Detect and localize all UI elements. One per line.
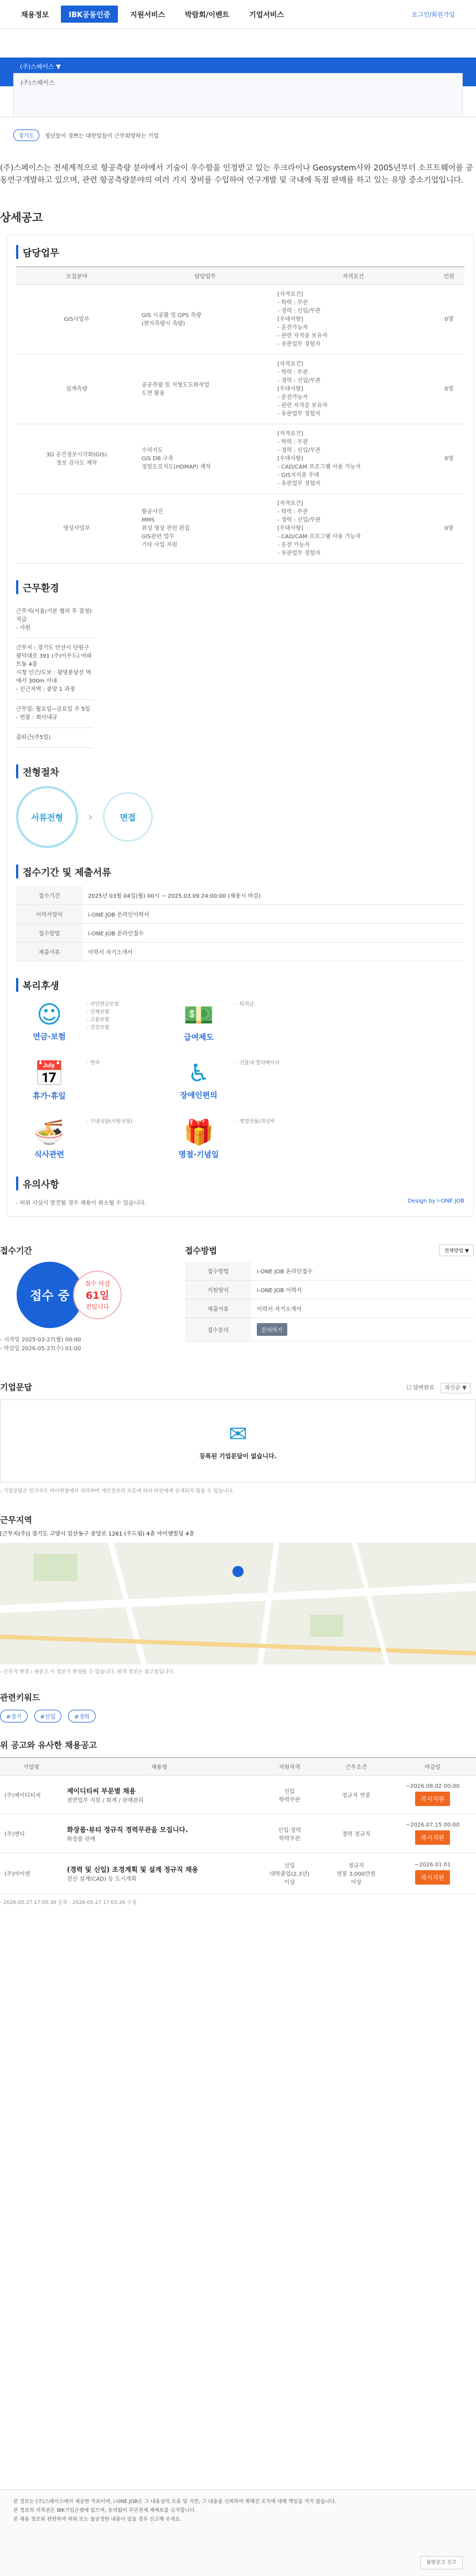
login-link[interactable]: 로그인/회원가입 [411, 11, 455, 18]
table-cell: 항공사진 MMS 위성 영상 관련 편집 GIS관련 업무 기타 사업 지원 [137, 494, 273, 564]
apply-now-button[interactable]: 즉시지원 [415, 1830, 450, 1845]
method-table [185, 1262, 474, 1341]
qualification: 신입 대학졸업(2,3년) 이상 [256, 1853, 323, 1894]
benefit-list-item: · 연차 [87, 1060, 100, 1066]
table-cell: [자격요건] - 학력 : 무관 - 경력 : 신입/무관 [우대사항] - CAD/CAM 프로그램 사용 가능자 - GIS지식층 우대 - 유관업무 경험자 [273, 424, 433, 494]
benefit-item [16, 1001, 165, 1043]
company-name: (주)스페이스 [20, 79, 55, 86]
row-key: 접수방법 [185, 1262, 251, 1281]
benefit-list-item: · 국민연금보험 [87, 1002, 119, 1007]
benefit-item [315, 1118, 464, 1160]
table-header: 담당업무 [137, 267, 273, 285]
benefit-list-item: · 구내식당(사원식당) [87, 1119, 133, 1125]
location-addr: [근무지(주)] 경기도 고양시 일산동구 중앙로 1261 (우드림) 4층 아이엠빌딩 4층 [0, 1531, 195, 1537]
table-row [16, 424, 464, 494]
location-note: - 근무지 변경 / 재공고 시 정보가 변경될 수 있습니다. 위치 정보는 참고용입니다. [0, 1669, 175, 1675]
table-row [185, 1318, 474, 1341]
table-cell: 영상사업부 [16, 494, 137, 564]
benefit-name: 장애인편의 [180, 1091, 218, 1100]
table-cell: [자격요건] - 학력 : 무관 - 경력 : 신입/무관 [우대사항] - 운전가능자 - 관련 자격증 보유자 - 유관업무 경험자 [273, 355, 433, 424]
job-title-link[interactable]: 화장품·뷰티 정규직 경력무관을 모집니다. [66, 1825, 188, 1834]
nav-company[interactable]: 기업서비스 [249, 11, 284, 19]
update-info: - 2026-05-27 17:05:36 등록 - 2026-05-27 17:05:26 수정 [0, 1900, 137, 1906]
table-cell: 0명 [433, 285, 464, 355]
table-cell: [자격요건] - 학력 : 무관 - 경력 : 신입/무관 [우대사항] - 운전가능자 - 관련 자격증 보유자 - 유관업무 경험자 [273, 285, 433, 355]
condition: 정규직 연봉 3,000만원 이상 [323, 1853, 389, 1894]
env-item: 근무일: 월요일~금요일 주 5일 - 연봉 : 회사내규 [16, 700, 94, 728]
step-document: 서류전형 [16, 786, 78, 848]
nav-support[interactable]: 지원서비스 [130, 11, 165, 19]
table-header: 자격요건 [273, 267, 433, 285]
benefit-icon-wrap [16, 1118, 82, 1160]
process-title: 전형절차 [16, 764, 464, 778]
footer-line: 본 채용 정보와 관련하여 허위 또는 불공정한 내용이 있을 경우 신고해 주세요. [13, 2517, 182, 2522]
due-cell [389, 1814, 476, 1853]
row-value: 2025년 03월 04일(월) 00시 ~ 2025.03.09 24:00:00 (채용시 마감) [82, 886, 464, 905]
row-value: i-ONE JOB 이력서 [251, 1281, 474, 1299]
envelope-icon: ✉ [229, 1422, 247, 1447]
qualification: 신입 학력무관 [256, 1776, 323, 1814]
status-text: 접수 중 [30, 1289, 70, 1303]
apply-section [0, 1245, 476, 1354]
row-key: 접수기간 [16, 886, 82, 905]
duty-table [16, 267, 464, 564]
apply-now-button[interactable]: 즉시지원 [415, 1792, 450, 1806]
benefit-name: 연금·보험 [33, 1033, 66, 1042]
table-row [0, 1853, 476, 1894]
benefit-list [236, 1001, 254, 1043]
company-panel [13, 73, 463, 117]
table-row [0, 1776, 476, 1814]
badge-row [0, 117, 476, 141]
answered-label: 답변완료 [413, 1385, 434, 1391]
related-title: 위 공고와 유사한 채용공고 [0, 1740, 97, 1750]
qa-section [0, 1381, 476, 1494]
step-interview: 면접 [103, 792, 153, 842]
table-cell: 공공측량 및 지형도도화작업 도면 활용 [137, 355, 273, 424]
qa-empty-box [0, 1399, 476, 1482]
dday-label: 접수 마감 [84, 1280, 110, 1287]
table-cell: [자격요건] - 학력 : 무관 - 경력 : 신입/무관 [우대사항] - CAD/CAM 프로그램 사용 가능자 - 운전 가능자 - 유관업무 경험자 [273, 494, 433, 564]
row-value: i-ONE JOB 온라인접수 [251, 1262, 474, 1281]
due-date: ~2026.01.01 [414, 1862, 451, 1868]
table-row [185, 1281, 474, 1299]
location-title: 근무지역 [0, 1515, 32, 1525]
benefit-list [236, 1059, 280, 1101]
meal-icon: 🍜 [34, 1118, 65, 1147]
answered-checkbox[interactable]: ☐ [406, 1385, 413, 1391]
arrow-right-icon: › [88, 810, 93, 824]
nav-ibk[interactable]: IBK공동인증 [61, 6, 118, 23]
due-date: ~2026.08.02 00:00 [405, 1783, 460, 1789]
row-value [251, 1318, 474, 1341]
benefit-item [165, 1059, 315, 1101]
end-date: - 마감일 2026-05-27(수) 01:00 [0, 1346, 81, 1352]
due-cell [389, 1853, 476, 1894]
detail-card [7, 235, 474, 1217]
detail-title: 상세공고 [0, 211, 43, 224]
row-key: 이력서양식 [16, 905, 82, 924]
method-select[interactable]: 전체방법 ▼ [439, 1245, 474, 1256]
table-row [16, 355, 464, 424]
nav-fair[interactable]: 박람회/이벤트 [185, 11, 230, 19]
user-heart-icon: ☺ [37, 1001, 62, 1029]
benefit-title: 복리후생 [16, 978, 464, 992]
env-item: 근무지(서울/기본 협의 후 결정) 직급 - 사원 [16, 602, 94, 638]
table-cell: 0명 [433, 424, 464, 494]
process-steps [16, 786, 464, 848]
row-value: 이력서 자기소개서 [82, 943, 464, 961]
benefit-list-item: · 건강보험 [87, 1025, 110, 1031]
start-date: - 시작일 2025-03-27(월) 00:00 [0, 1337, 81, 1343]
duty-title: 담당업무 [16, 245, 464, 259]
row-value: i-ONE JOB 온라인접수 [82, 924, 464, 943]
table-cell: 0명 [433, 355, 464, 424]
row-key: 접수문의 [185, 1318, 251, 1341]
table-header: 채용명 [63, 1758, 256, 1776]
company-header [0, 29, 476, 117]
table-row [16, 943, 464, 961]
benefit-item [16, 1059, 165, 1101]
keyword-title: 관련키워드 [0, 1693, 40, 1703]
receipt-title: 접수기간 및 제출서류 [16, 865, 464, 878]
benefit-list-item: · 퇴직금 [236, 1002, 254, 1007]
footer-line: 본 정보는 (주)스페이스에서 제공한 자료이며, i-ONE JOB은 그 내용상의 오류 및 지연, 그 내용을 신뢰하여 취해진 조치에 대해 책임을 지지 않습니다. [13, 2499, 337, 2505]
dday-circle [73, 1271, 122, 1319]
top-nav [0, 0, 476, 29]
benefit-name: 휴가·휴일 [33, 1092, 66, 1101]
dday-sub: 전입니다 [85, 1303, 110, 1310]
company-sub: (주)스페이스 ▼ [20, 63, 61, 70]
table-header: 근무조건 [323, 1758, 389, 1776]
row-key: 제출서류 [185, 1299, 251, 1318]
apply-method [185, 1245, 474, 1354]
map[interactable] [0, 1543, 476, 1664]
table-row [16, 905, 464, 924]
job-title-cell [63, 1853, 256, 1894]
table-cell: 수치지도 GIS DB 구축 정밀도로지도(HDMAP) 제작 [137, 424, 273, 494]
benefit-list-item: · 산재보험 [87, 1009, 110, 1015]
benefit-item [165, 1118, 315, 1160]
benefit-list-item: · 고용보험 [87, 1017, 110, 1023]
related-table [0, 1757, 476, 1894]
job-title-link[interactable]: 제이디티씨 부문별 채용 [66, 1787, 136, 1795]
company-name: (주)엔디 [0, 1814, 63, 1853]
benefit-icon-wrap [165, 1059, 232, 1101]
table-cell: 3D 공간정보시각화(GIS) 정보 검사도 제작 [16, 424, 137, 494]
table-row [0, 1814, 476, 1853]
table-row [185, 1299, 474, 1318]
benefit-name: 명절·기념일 [178, 1151, 219, 1159]
due-cell [389, 1776, 476, 1814]
qa-note: - 기업문답은 인크루트 아이원잡에서 처리하며 개인정보의 보호에 따라 타인에게 공개되지 않을 수 있습니다. [0, 1489, 234, 1494]
row-key: 제출서류 [16, 943, 82, 961]
benefit-list [87, 1118, 132, 1160]
keyword-tag[interactable]: #신입 [34, 1710, 62, 1722]
apply-period [0, 1245, 172, 1354]
benefit-item [16, 1118, 165, 1160]
condition: 경력 정규직 [323, 1814, 389, 1853]
method-title: 접수방법 [185, 1246, 217, 1256]
benefit-icon-wrap [16, 1001, 82, 1043]
location-section [0, 1514, 476, 1675]
benefit-list-item: · 명절선물/귀성비 [236, 1119, 275, 1125]
table-header: 인원 [433, 267, 464, 285]
map-svg [0, 1543, 476, 1664]
benefit-name: 식사관련 [34, 1151, 65, 1159]
job-sub: 화장품 판매 [66, 1836, 96, 1843]
job-title-cell [63, 1776, 256, 1814]
nav-jobs[interactable]: 채용정보 [21, 11, 49, 19]
table-row [16, 886, 464, 905]
benefit-list [87, 1059, 100, 1101]
table-cell: GIS 시공활 및 GPS 측량 (현지측량시 측량) [137, 285, 273, 355]
env-title: 근무환경 [16, 580, 464, 594]
receipt-table [16, 886, 464, 961]
row-value: i-ONE JOB 온라인이력서 [82, 905, 464, 924]
notice-row [16, 1198, 464, 1206]
table-header: 마감일 [389, 1758, 476, 1776]
env-item: 출퇴근(주5일) [16, 728, 94, 748]
footer [0, 2489, 476, 2576]
job-title-link[interactable]: (경력 및 신입) 조경계획 및 설계 정규직 채용 [66, 1865, 199, 1874]
job-sub: 전반업무 지원 / 회계 / 판매관리 [66, 1797, 144, 1804]
region-tag: 경기도 [13, 129, 39, 141]
table-cell: 0명 [433, 494, 464, 564]
env-item: 근무지 : 경기도 안산시 단원구 광덕대로 391 (주)이우드) 아파트동 4층 시청 인근/도보 : 광명분당선 역에서 300m 이내 - 인근지역 : 중앙 1 과정 [16, 638, 94, 700]
table-row [16, 924, 464, 943]
qa-title: 기업문답 [0, 1382, 32, 1392]
money-icon: 💵 [183, 1001, 214, 1029]
inquiry-button[interactable]: 문의하기 [257, 1323, 287, 1336]
benefit-list-item: · 건물내 엘리베이터 [236, 1060, 280, 1066]
gift-icon: 🎁 [183, 1118, 214, 1147]
job-title-cell [63, 1814, 256, 1853]
keyword-tag[interactable]: #경기 [0, 1710, 28, 1722]
row-key: 지원양식 [185, 1281, 251, 1299]
row-key: 접수방법 [16, 924, 82, 943]
row-value: 이력서 자기소개서 [251, 1299, 474, 1318]
notice-text: - 허위 사실이 발견될 경우 채용이 취소될 수 있습니다. [16, 1200, 147, 1206]
apply-now-button[interactable]: 즉시지원 [415, 1870, 450, 1885]
accessibility-icon: ♿ [188, 1059, 210, 1087]
company-intro: (주)스페이스는 전세계적으로 항공측량 분야에서 기술이 우수함을 인정받고 있는 우크라이나 Geosystem사와 2005년부터 소프트웨어를 공동연구개발하고 있으며, 관련 항공측량분야의 여러 기지 장비를 수입하여 연구개발 및 국내에 독점 판매를 하고 있는 유망 중소기업입니다. [0, 164, 473, 185]
table-row [16, 494, 464, 564]
condition: 정규직 연봉 [323, 1776, 389, 1814]
design-credit: Design by i-ONE JOB [407, 1198, 464, 1204]
benefit-item [315, 1059, 464, 1101]
qualification: 신입·경력 학력무관 [256, 1814, 323, 1853]
benefit-item [315, 1001, 464, 1043]
period-title: 접수기간 [0, 1246, 32, 1256]
footer-line: 본 정보의 저작권은 IBK기업은행에 있으며, 동의없이 무단전재 재배포를 금지합니다. [13, 2508, 196, 2513]
due-date: ~2026.07.15 00:00 [405, 1822, 460, 1828]
table-row [185, 1262, 474, 1281]
qa-sort-select[interactable]: 최신순 ▼ [441, 1383, 470, 1393]
report-button[interactable]: 불량공고 신고 [420, 2556, 463, 2569]
keyword-section [0, 1692, 476, 1722]
badge-text: 청년들이 경쁘는 대한일들이 근무희망하는 기업 [44, 133, 159, 139]
benefit-icon-wrap [165, 1001, 232, 1043]
table-header: 모집분야 [16, 267, 137, 285]
table-header: 지원자격 [256, 1758, 323, 1776]
job-sub: 전산 설계(CAD) 등 도시계획 [66, 1876, 137, 1882]
dday-value: 61일 [85, 1290, 110, 1302]
table-row [16, 285, 464, 355]
qa-empty-text: 등록된 기업문답이 없습니다. [199, 1453, 277, 1460]
env-list [16, 602, 464, 748]
benefit-list [87, 1001, 119, 1043]
benefit-item [165, 1001, 315, 1043]
benefit-grid [16, 1001, 464, 1160]
benefit-icon-wrap [165, 1118, 232, 1160]
company-name: (주)제이디티씨 [0, 1776, 63, 1814]
table-cell: 설계측량 [16, 355, 137, 424]
benefit-icon-wrap [16, 1059, 82, 1101]
calendar-icon: 📅 [34, 1060, 65, 1088]
benefit-list [236, 1118, 275, 1160]
table-cell: GIS사업부 [16, 285, 137, 355]
table-header: 기업명 [0, 1758, 63, 1776]
keyword-tag[interactable]: #경력 [68, 1710, 96, 1722]
related-section [0, 1739, 476, 1906]
company-name: (주)아이엔 [0, 1853, 63, 1894]
benefit-name: 급여제도 [183, 1033, 214, 1042]
notice-title: 유의사항 [16, 1177, 464, 1190]
